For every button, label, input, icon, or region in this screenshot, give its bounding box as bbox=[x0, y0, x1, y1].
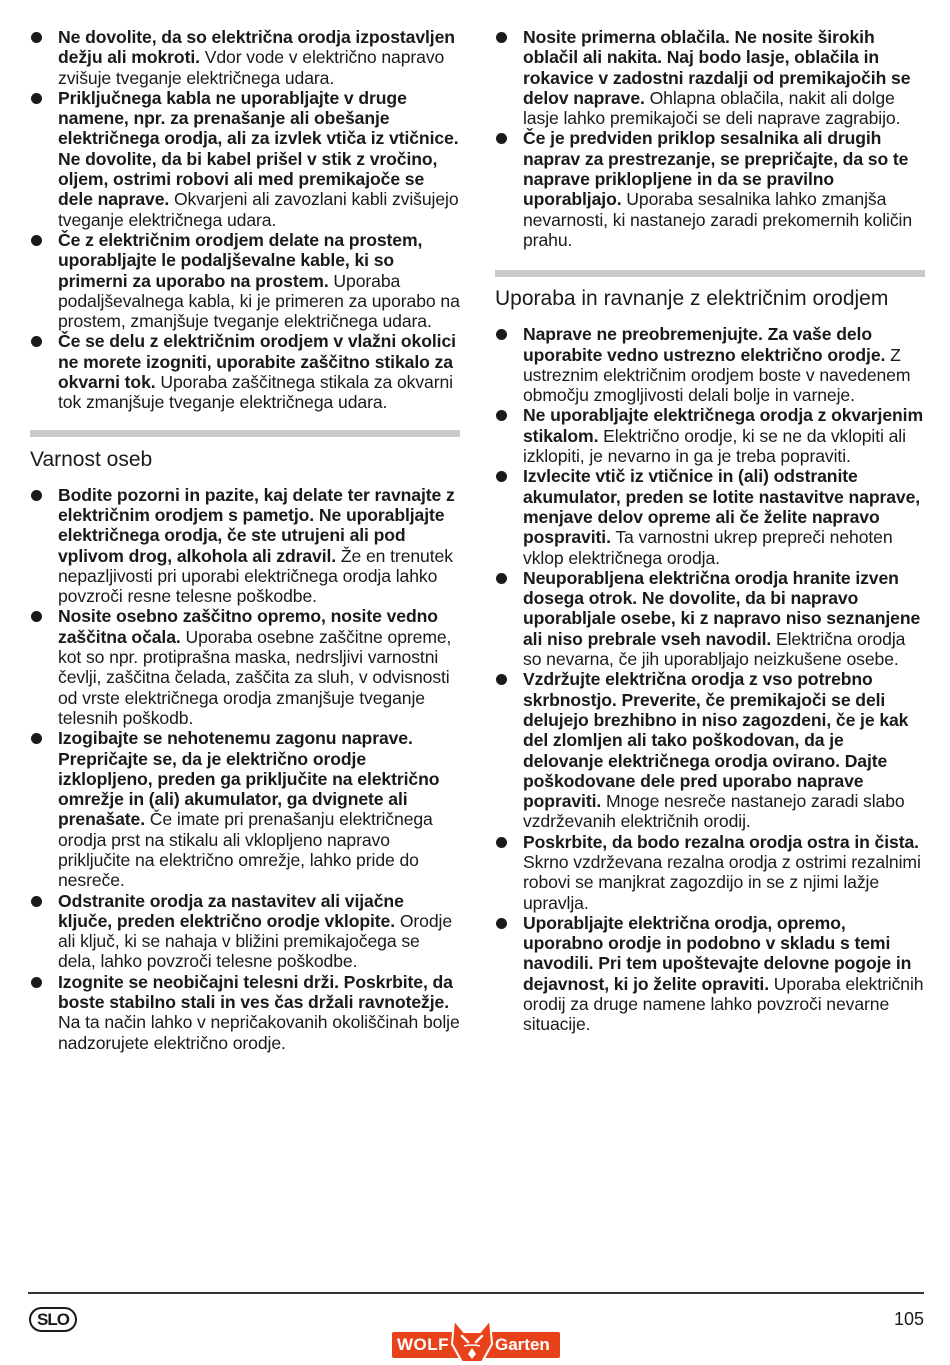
list-item-text: Že en trenutek nepazljivosti pri uporabi električnega orodja lahko povzroči resne telesne poškodbe. bbox=[58, 545, 453, 607]
list-item bbox=[495, 913, 925, 1035]
list-item-bold-text: Naprave ne preobremenjujte. Za vaše delo uporabite vedno ustrezno električno orodje. bbox=[523, 324, 886, 365]
page-number: 105 bbox=[893, 1309, 924, 1329]
list-item-text: Okvarjeni ali zavozlani kabli zvišujejo tveganje električnega udara. bbox=[58, 189, 459, 230]
list-item-bold-text: Poskrbite, da bodo rezalna orodja ostra in čista. bbox=[523, 831, 919, 852]
left-top-list bbox=[30, 27, 460, 413]
list-item bbox=[30, 331, 460, 412]
footer-divider bbox=[28, 1292, 924, 1294]
wolf-garten-logo bbox=[392, 1318, 560, 1365]
section-title-varnost-oseb: Varnost oseb bbox=[30, 447, 153, 471]
list-item-bold-text: Vzdržujte električna orodja z vso potrebno skrbnostjo. Preverite, če premikajoči se deli delujejo brezhibno in niso zagozdeni, če je kak del zlomljen ali tako poškodovan, da je delovanje električnega orodja ovirano. Dajte poškodovane dele pred uporabo naprave popraviti. bbox=[523, 669, 909, 812]
list-item-text: Mnoge nesreče nastanejo zaradi slabo vzdrževanih električnih orodij. bbox=[523, 791, 905, 832]
list-item-text: Vdor vode v električno napravo zvišuje tveganje električnega udara. bbox=[58, 47, 445, 88]
list-item-bold-text: Odstranite orodja za nastavitev ali vijačne ključe, preden električno orodje vklopite. bbox=[58, 890, 404, 931]
language-badge: SLO bbox=[29, 1307, 77, 1332]
list-item bbox=[30, 891, 460, 972]
list-item bbox=[30, 88, 460, 230]
right-top-list bbox=[495, 27, 925, 250]
list-item-text: Skrno vzdrževana rezalna orodja z ostrimi rezalnimi robovi se manjkrat zagozdijo in se z njimi lažje upravlja. bbox=[523, 851, 921, 913]
list-item-bold-text: Ne uporabljajte električnega orodja z okvarjenim stikalom. bbox=[523, 405, 923, 446]
list-item bbox=[495, 832, 925, 913]
list-item-bold-text: Nosite primerna oblačila. Ne nosite širokih oblačil ali nakita. Naj bodo lasje, oblačila in rokavice v zadostni razdalji od premikajočih se delov naprave. bbox=[523, 27, 911, 108]
wolf-head-icon bbox=[450, 1318, 494, 1365]
list-item bbox=[30, 728, 460, 890]
list-item-text: Na ta način lahko v nepričakovanih okoliščinah bolje nadzorujete električno orodje. bbox=[58, 1012, 460, 1053]
list-item-bold-text: Uporabljajte električna orodja, opremo, uporabno orodje in podobno v skladu s temi navodili. Pri tem upoštevajte delovne pogoje in dejavnost, ki jo želite opraviti. bbox=[523, 912, 912, 994]
list-item-bold-text: Če z električnim orodjem delate na prostem, uporabljajte le podaljševalne kable, ki so primerni za uporabo na prostem. bbox=[58, 229, 423, 291]
logo-text-garten: Garten bbox=[495, 1335, 550, 1354]
list-item bbox=[30, 485, 460, 607]
list-item bbox=[495, 568, 925, 669]
list-item-bold-text: Priključnega kabla ne uporabljajte v druge namene, npr. za prenašanje ali obešanje električnega orodja, ali za izvlek vtiča iz vtičnice. Ne dovolite, da bi kabel prišel v stik z vročino, oljem, ostrimi robovi ali med premikajoče se dele naprave. bbox=[58, 87, 459, 210]
logo-text-wolf: WOLF bbox=[397, 1335, 450, 1354]
section-title-uporaba: Uporaba in ravnanje z električnim orodjem bbox=[495, 287, 889, 311]
list-item bbox=[30, 606, 460, 728]
list-item-text: Ta varnostni ukrep prepreči nehoten vklop električnega orodja. bbox=[523, 527, 893, 568]
list-item-text: Z ustreznim električnim orodjem boste v navedenem območju zmogljivosti delali bolje in varneje. bbox=[523, 344, 911, 406]
left-column bbox=[30, 27, 460, 1053]
list-item-text: Uporaba osebne zaščitne opreme, kot so npr. protiprašna maska, nedrsljivi varnostni čevlji, zaščitna čelada, zaščita za sluh, v odvisnosti od vrste električnega orodja zmanjšuje tveganje telesnih poškodb. bbox=[58, 626, 452, 728]
list-item-text: Uporaba sesalnika lahko zmanjša nevarnosti, ki nastanejo zaradi prekomernih količin prahu. bbox=[523, 189, 913, 250]
list-item bbox=[495, 466, 925, 567]
list-item-text: Električna orodja so nevarna, če jih uporabljajo neizkušene osebe. bbox=[523, 628, 906, 670]
list-item-bold-text: Če se delu z električnim orodjem v vlažni okolici ne morete izogniti, uporabite zaščitno stikalo za okvarni tok. bbox=[58, 331, 456, 393]
list-item-bold-text: Izogibajte se nehotenemu zagonu naprave. Prepričajte se, da je električno orodje izklopljeno, preden ga priključite na električno omrežje in (ali) akumulator, ga dvignete ali prenašate. bbox=[58, 728, 440, 830]
list-item-text: Električno orodje, ki se ne da vklopiti ali izklopiti, je nevarno in ga je treba popraviti. bbox=[523, 425, 906, 467]
list-item-bold-text: Ne dovolite, da so električna orodja izpostavljen dežju ali mokroti. bbox=[58, 27, 455, 68]
list-item-bold-text: Nosite osebno zaščitno opremo, nosite vedno zaščitna očala. bbox=[58, 606, 438, 647]
list-item bbox=[495, 128, 925, 250]
list-item bbox=[495, 324, 925, 405]
list-item-bold-text: Izvlecite vtič iz vtičnice in (ali) odstranite akumulator, preden se lotite nastavitve naprave, menjave delov opreme ali če želite napravo pospraviti. bbox=[523, 466, 921, 548]
list-item-bold-text: Bodite pozorni in pazite, kaj delate ter ravnajte z električnim orodjem s pametjo. Ne uporabljajte električnega orodja, če ste utrujeni ali pod vplivom drog, alkohola ali zdravil. bbox=[58, 484, 455, 566]
list-item-text: Uporaba zaščitnega stikala za okvarni tok zmanjšuje tveganje električnega udara. bbox=[58, 372, 453, 413]
list-item bbox=[30, 230, 460, 331]
list-item-bold-text: Izognite se neobičajni telesni drži. Poskrbite, da boste stabilno stali in ves čas držali ravnotežje. bbox=[58, 971, 453, 1013]
list-item-text: Orodje ali ključ, ki se nahaja v bližini premikajočega se dela, lahko povzroči telesne poškodbe. bbox=[58, 910, 453, 972]
list-item bbox=[30, 972, 460, 1053]
list-item-text: Ohlapna oblačila, nakit ali dolge lasje lahko premikajoči se deli naprave zagrabijo. bbox=[523, 87, 901, 129]
right-section-list bbox=[495, 324, 925, 1034]
list-item bbox=[495, 405, 925, 466]
list-item-bold-text: Neuporabljena električna orodja hranite izven dosega otrok. Ne dovolite, da bi napravo uporabljale osebe, ki z napravo niso seznanjene ali niso prebrale vseh navodil. bbox=[523, 567, 921, 649]
section-divider bbox=[30, 430, 460, 437]
list-item bbox=[495, 27, 925, 128]
list-item-text: Če imate pri prenašanju električnega orodja prst na stikalu ali vklopljeno napravo priključite na električno omrežje, lahko pride do nesreče. bbox=[58, 809, 433, 891]
section-divider bbox=[495, 270, 925, 277]
list-item-text: Uporaba električnih orodij za druge namene lahko povzroči nevarne situacije. bbox=[523, 973, 924, 1035]
list-item bbox=[30, 27, 460, 88]
right-column bbox=[495, 27, 925, 1035]
left-section-list bbox=[30, 485, 460, 1053]
list-item-bold-text: Če je predviden priklop sesalnika ali drugih naprav za prestrezanje, se prepričajte, da so te naprave priklopljene in da se pravilno uporabljajo. bbox=[523, 128, 909, 210]
list-item-text: Uporaba podaljševalnega kabla, ki je primeren za uporabo na prostem, zmanjšuje tveganje električnega udara. bbox=[58, 270, 460, 332]
list-item bbox=[495, 669, 925, 831]
